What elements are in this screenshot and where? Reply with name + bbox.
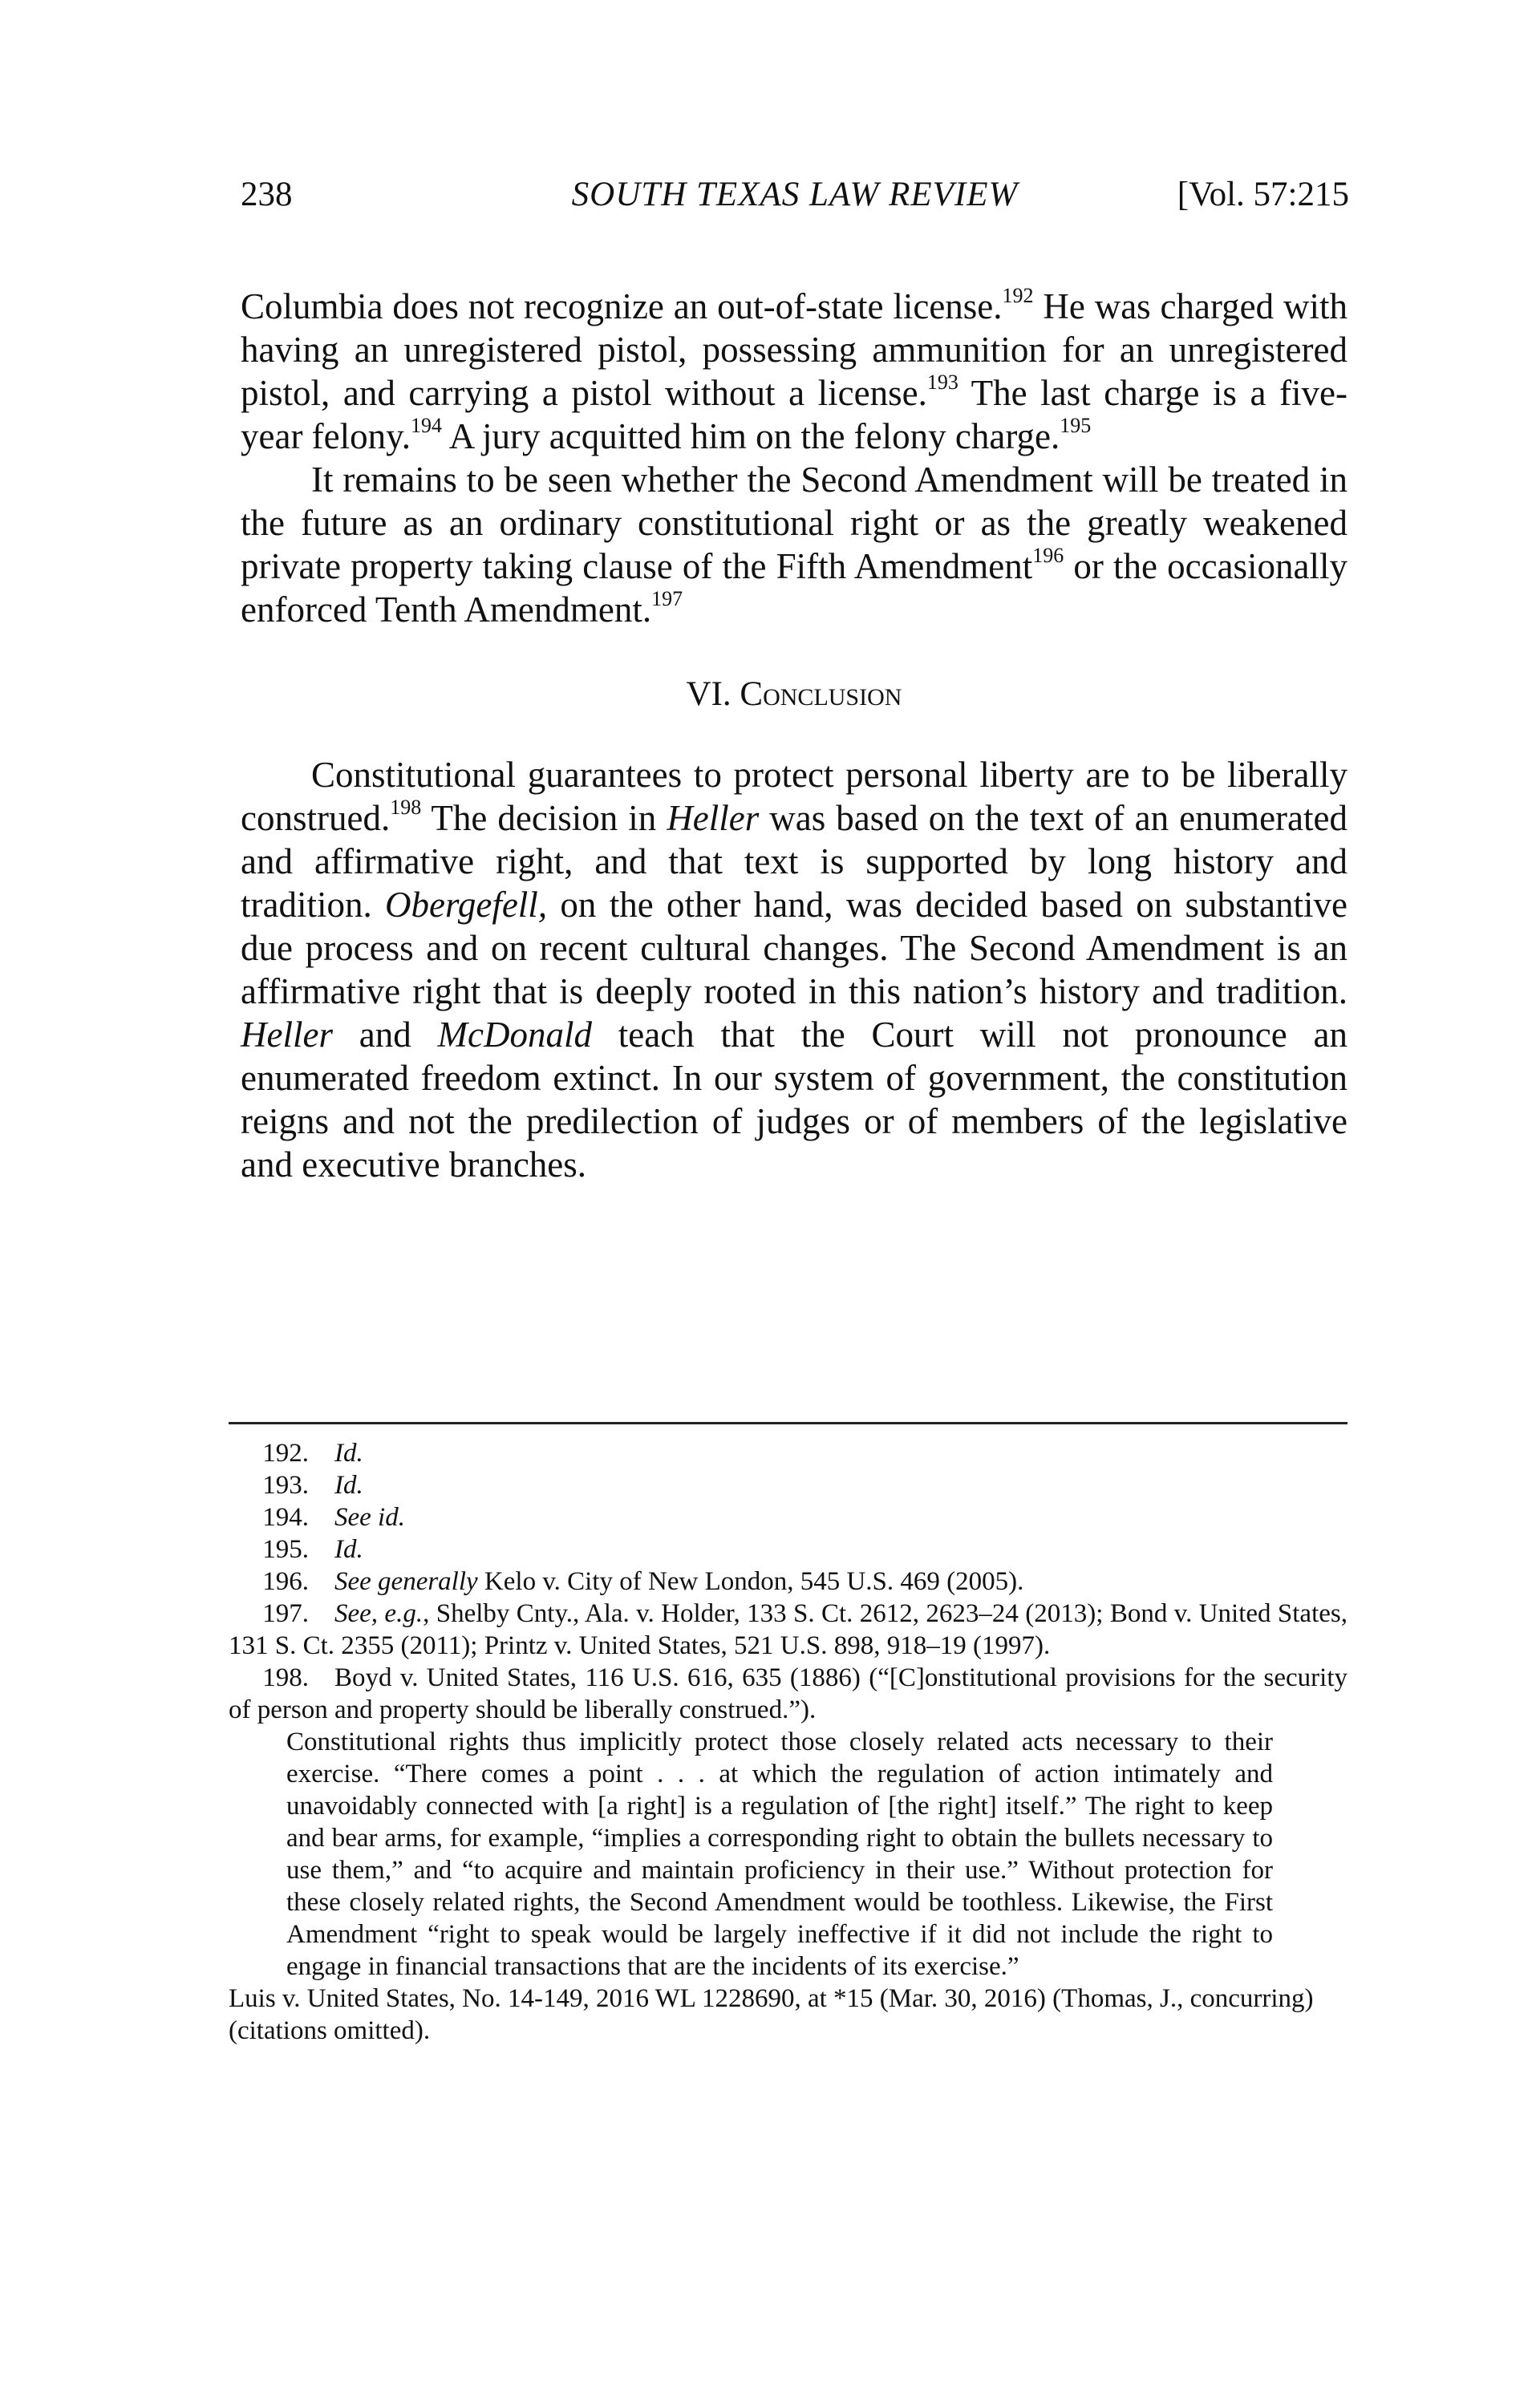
footnote-ref-194[interactable]: 194 bbox=[410, 414, 442, 437]
footnote-194 bbox=[229, 1501, 1348, 1533]
case-name: Obergefell, bbox=[385, 885, 548, 925]
text-run: and bbox=[332, 1015, 438, 1055]
paragraph-2 bbox=[241, 458, 1348, 631]
footnote-195 bbox=[229, 1533, 1348, 1566]
footnotes bbox=[229, 1437, 1348, 2047]
footnote-text: Id. bbox=[334, 1439, 363, 1468]
footnote-193 bbox=[229, 1469, 1348, 1501]
footnote-ref-193[interactable]: 193 bbox=[926, 371, 958, 394]
case-name: McDonald bbox=[437, 1015, 592, 1055]
section-number: VI. bbox=[686, 675, 732, 713]
footnote-number: 197. bbox=[262, 1599, 309, 1628]
text-run: A jury acquitted him on the felony charge. bbox=[441, 416, 1060, 456]
footnote-192 bbox=[229, 1437, 1348, 1469]
section-heading bbox=[241, 673, 1348, 716]
signal: See, e.g. bbox=[334, 1599, 424, 1628]
footnote-text: Id. bbox=[334, 1535, 363, 1564]
signal: See generally bbox=[334, 1567, 478, 1596]
paragraph-1 bbox=[241, 285, 1348, 458]
footnote-text: , Shelby Cnty., Ala. v. Holder, 133 S. Ct. 2612, 2623–24 (2013); Bond v. United States, 131 S. Ct. 2355 (2011); Printz v. United States, 521 U.S. 898, 918–19 (1997). bbox=[229, 1599, 1348, 1660]
footnote-text: Id. bbox=[334, 1471, 363, 1500]
footnote-ref-198[interactable]: 198 bbox=[390, 796, 422, 819]
text-run: Constitutional guarantees to protect personal liberty are to be liberally construed. bbox=[241, 755, 1348, 838]
footnote-ref-192[interactable]: 192 bbox=[1002, 284, 1034, 307]
footnote-text: See id. bbox=[334, 1503, 405, 1532]
footnote-divider bbox=[229, 1422, 1348, 1424]
running-header bbox=[241, 175, 1349, 223]
footnote-number: 194. bbox=[262, 1503, 309, 1532]
text-run: He was charged with having an unregistered pistol, possessing ammunition for an unregistered pistol, and carrying a pistol without a license. bbox=[241, 286, 1348, 413]
text-run: was based on the text of an enumerated and affirmative right, and that text is supported by long history and tradition. bbox=[241, 798, 1348, 925]
journal-title: SOUTH TEXAS LAW REVIEW bbox=[571, 176, 1019, 213]
paragraph-3 bbox=[241, 753, 1348, 1186]
footnote-197 bbox=[229, 1598, 1348, 1662]
footnote-text: Kelo v. City of New London, 545 U.S. 469 (2005). bbox=[477, 1567, 1024, 1596]
text-run: Columbia does not recognize an out-of-state license. bbox=[241, 286, 1003, 326]
footnote-ref-196[interactable]: 196 bbox=[1032, 544, 1064, 567]
footnote-number: 196. bbox=[262, 1567, 309, 1596]
block-quote: Constitutional rights thus implicitly protect those closely related acts necessary to their exercise. “There comes a point . . . at which the regulation of action intimately and unavoidably connected with [a right] is a regulation of [the right] itself.” The right to keep and bear arms, for example, “implies a corresponding right to obtain the bullets necessary to use them,” and “to acquire and maintain proficiency in their use.” Without protection for these closely related rights, the Second Amendment would be toothless. Likewise, the First Amendment “right to speak would be largely ineffective if it did not include the right to engage in financial transactions that are the incidents of its exercise.” bbox=[286, 1728, 1273, 1981]
footnote-number: 195. bbox=[262, 1535, 309, 1564]
main-text bbox=[241, 285, 1348, 1186]
case-name: Heller bbox=[241, 1015, 333, 1055]
text-run: teach that the Court will not pronounce an enumerated freedom extinct. In our system of government, the constitution reigns and not the predilection of judges or of members of the legislative and executive branches. bbox=[241, 1015, 1348, 1185]
text-run: The decision in bbox=[421, 798, 667, 838]
text-run: The last charge is a five-year felony. bbox=[241, 373, 1348, 456]
text-run: It remains to be seen whether the Second Amendment will be treated in the future as an ordinary constitutional right or as the greatly weakened private property taking clause of the Fifth Amendment bbox=[241, 460, 1348, 586]
text-run: on the other hand, was decided based on substantive due process and on recent cultural changes. The Second Amendment is an affirmative right that is deeply rooted in this nation’s history and tradition. bbox=[241, 885, 1348, 1011]
quote-citation: Luis v. United States, No. 14-149, 2016 WL 1228690, at *15 (Mar. 30, 2016) (Thomas, J., concurring) (citations omitted). bbox=[229, 1984, 1314, 2045]
text-run: or the occasionally enforced Tenth Amendment. bbox=[241, 546, 1348, 630]
footnote-196 bbox=[229, 1566, 1348, 1598]
page-number: 238 bbox=[241, 176, 293, 213]
section-title: Conclusion bbox=[740, 675, 902, 713]
footnote-198 bbox=[229, 1662, 1348, 1726]
footnote-ref-197[interactable]: 197 bbox=[651, 587, 683, 610]
footnote-ref-195[interactable]: 195 bbox=[1060, 414, 1092, 437]
volume-citation: [Vol. 57:215 bbox=[1177, 176, 1349, 213]
footnote-text: Boyd v. United States, 116 U.S. 616, 635 (1886) (“[C]onstitutional provisions for the security of person and property should be liberally construed.”). bbox=[229, 1663, 1348, 1724]
footnote-number: 193. bbox=[262, 1471, 309, 1500]
case-name: Heller bbox=[667, 798, 760, 838]
footnote-number: 198. bbox=[262, 1663, 309, 1692]
footnote-number: 192. bbox=[262, 1439, 309, 1468]
